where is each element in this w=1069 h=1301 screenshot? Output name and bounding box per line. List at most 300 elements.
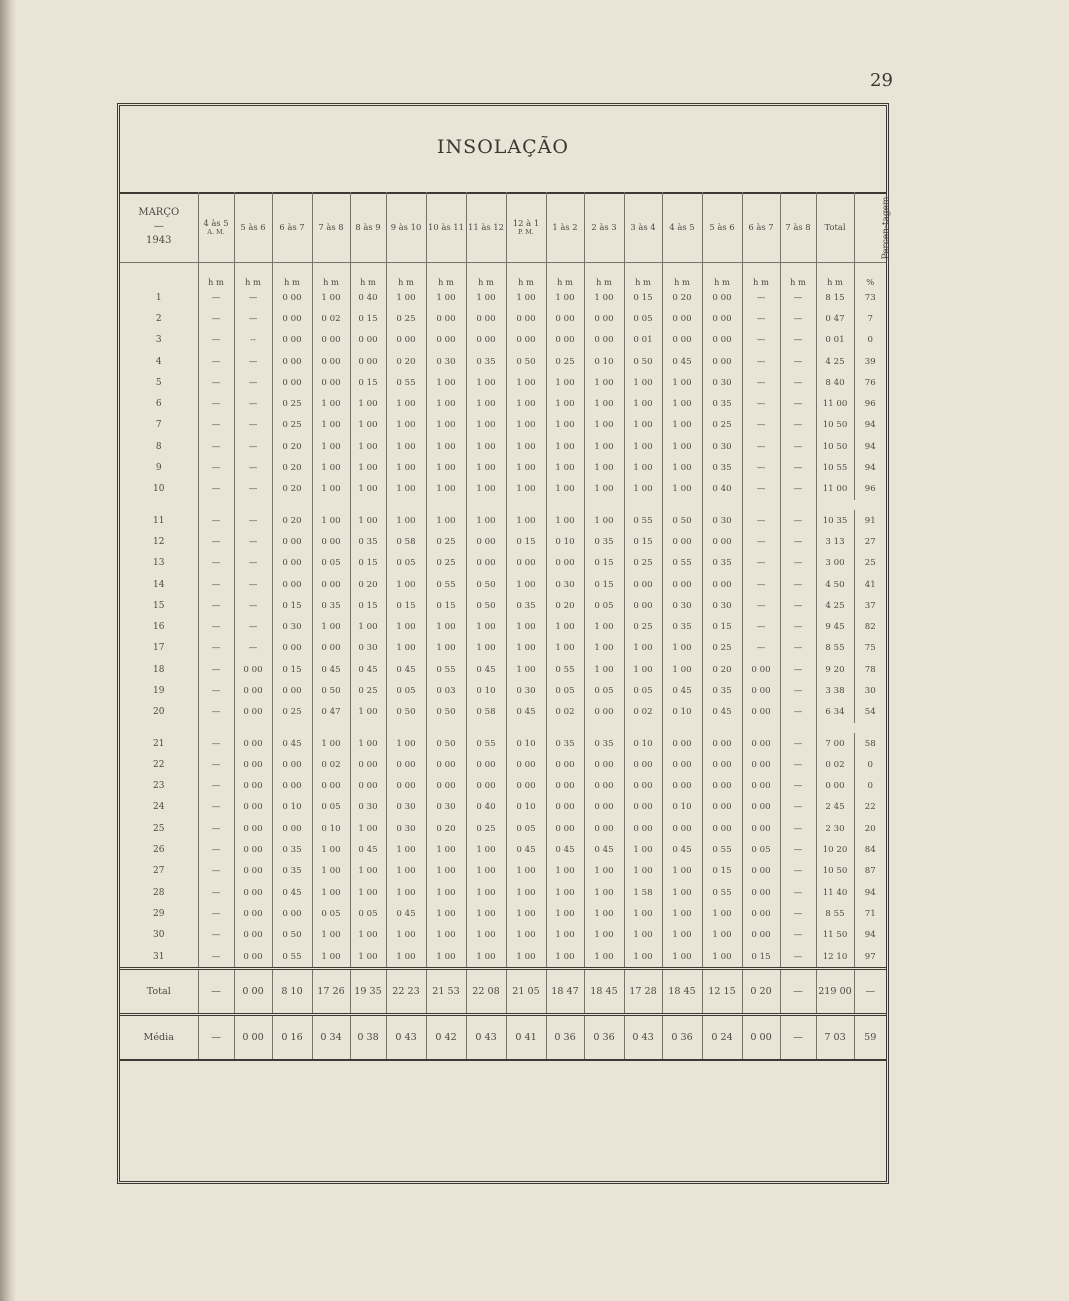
value-cell: 1 00	[350, 479, 386, 500]
value-cell: —	[780, 616, 816, 637]
column-label: 4 às 5	[669, 222, 695, 232]
value-cell: 0 35	[312, 595, 350, 616]
day-cell: 1	[155, 292, 162, 303]
percent-cell: 94	[854, 436, 886, 457]
value-cell: —	[742, 436, 780, 457]
spacer-cell	[466, 500, 506, 510]
value-cell: 0 00	[312, 330, 350, 351]
value-cell: 3 13	[816, 531, 854, 552]
value-cell: 0 05	[624, 308, 662, 329]
table-row	[120, 946, 886, 969]
value-cell: —	[198, 531, 234, 552]
total-value-cell: 22 08	[466, 969, 506, 1015]
value-cell: —	[198, 436, 234, 457]
spacer-cell	[234, 723, 272, 733]
value-cell: 0 00	[702, 733, 742, 754]
table-row	[120, 616, 886, 637]
value-cell: 0 00	[466, 531, 506, 552]
value-cell: 0 45	[662, 680, 702, 701]
value-cell: 1 00	[312, 839, 350, 860]
value-cell: 0 00	[234, 776, 272, 797]
value-cell: 0 10	[272, 797, 312, 818]
day-cell: 5	[155, 377, 162, 388]
spacer-cell	[426, 723, 466, 733]
value-cell: —	[742, 531, 780, 552]
value-cell: —	[198, 457, 234, 478]
value-cell: 0 25	[272, 393, 312, 414]
value-cell: 1 00	[466, 861, 506, 882]
column-header	[234, 192, 272, 263]
value-cell: —	[234, 393, 272, 414]
value-cell: 0 20	[386, 351, 426, 372]
value-cell: 10 20	[816, 839, 854, 860]
value-cell: 0 45	[350, 659, 386, 680]
total-value-cell: 18 45	[584, 969, 624, 1015]
value-cell: 0 00	[272, 776, 312, 797]
total-value-cell: 0 20	[742, 969, 780, 1015]
page-number: 29	[870, 70, 893, 91]
value-cell: 1 00	[426, 839, 466, 860]
value-cell: 1 00	[662, 861, 702, 882]
percent-cell: 96	[854, 393, 886, 414]
value-cell: 10 50	[816, 415, 854, 436]
value-cell: 1 00	[466, 393, 506, 414]
column-sublabel: P. M.	[518, 228, 534, 236]
value-cell: —	[198, 616, 234, 637]
value-cell: —	[198, 861, 234, 882]
value-cell: 0 00	[662, 754, 702, 775]
value-cell: —	[234, 531, 272, 552]
value-cell: 0 00	[234, 754, 272, 775]
percent-cell: 0	[854, 776, 886, 797]
value-cell: 0 00	[662, 574, 702, 595]
column-label: 5 às 6	[709, 222, 735, 232]
day-cell: 16	[153, 622, 165, 633]
value-cell: 9 45	[816, 616, 854, 637]
value-cell: —	[198, 510, 234, 531]
value-cell: 1 00	[386, 436, 426, 457]
value-cell: 1 00	[506, 436, 546, 457]
percent-cell: 94	[854, 882, 886, 903]
value-cell: 1 00	[624, 479, 662, 500]
units-empty	[120, 263, 198, 288]
value-cell: 0 02	[312, 308, 350, 329]
value-cell: 0 00	[466, 776, 506, 797]
value-cell: 0 00	[272, 531, 312, 552]
value-cell: 0 00	[272, 553, 312, 574]
day-cell: 26	[153, 845, 165, 856]
value-cell: —	[198, 351, 234, 372]
column-label: 12 à 1	[512, 218, 540, 228]
value-cell: 0 45	[506, 702, 546, 723]
value-cell: —	[198, 754, 234, 775]
value-cell: 12 10	[816, 946, 854, 969]
total-value-cell: 18 47	[546, 969, 584, 1015]
value-cell: 1 00	[466, 287, 506, 308]
value-cell: 0 00	[702, 351, 742, 372]
value-cell: 0 10	[506, 733, 546, 754]
value-cell: 0 00	[272, 574, 312, 595]
value-cell: 0 10	[312, 818, 350, 839]
value-cell: 10 55	[816, 457, 854, 478]
total-value-cell: 219 00	[816, 969, 854, 1015]
value-cell: 0 55	[386, 372, 426, 393]
value-cell: 0 05	[584, 595, 624, 616]
spacer-cell	[702, 500, 742, 510]
percent-cell: 82	[854, 616, 886, 637]
value-cell: —	[742, 510, 780, 531]
column-label: 2 às 3	[591, 222, 617, 232]
value-cell: 1 00	[546, 372, 584, 393]
value-cell: 0 00	[350, 754, 386, 775]
value-cell: 1 00	[312, 415, 350, 436]
value-cell: 0 50	[272, 925, 312, 946]
column-header	[350, 192, 386, 263]
value-cell: 0 15	[350, 595, 386, 616]
value-cell: 0 00	[546, 776, 584, 797]
value-cell: —	[780, 680, 816, 701]
table-row	[120, 372, 886, 393]
value-cell: 1 00	[386, 882, 426, 903]
value-cell: —	[234, 479, 272, 500]
value-cell: 0 45	[272, 733, 312, 754]
day-cell: 27	[153, 866, 165, 877]
column-label: 11 às 12	[468, 222, 504, 232]
media-value-cell: 0 42	[426, 1015, 466, 1061]
value-cell: 1 00	[312, 925, 350, 946]
value-cell: 0 00	[386, 330, 426, 351]
value-cell: 0 00	[272, 638, 312, 659]
value-cell: —	[234, 574, 272, 595]
value-cell: 1 00	[466, 638, 506, 659]
media-value-cell: —	[198, 1015, 234, 1061]
value-cell: 0 01	[624, 330, 662, 351]
value-cell: 1 00	[426, 457, 466, 478]
value-cell: 0 15	[702, 616, 742, 637]
unit-hm: h m	[546, 263, 584, 288]
value-cell: 0 15	[272, 595, 312, 616]
insolation-table	[120, 192, 892, 1061]
value-cell: 1 00	[584, 436, 624, 457]
value-cell: 6 34	[816, 702, 854, 723]
value-cell: 0 25	[624, 553, 662, 574]
total-value-cell: 19 35	[350, 969, 386, 1015]
value-cell: —	[742, 479, 780, 500]
media-value-cell: 0 24	[702, 1015, 742, 1061]
value-cell: 1 00	[350, 946, 386, 969]
value-cell: 1 00	[584, 638, 624, 659]
table-row	[120, 797, 886, 818]
value-cell: —	[198, 903, 234, 924]
table-row	[120, 882, 886, 903]
day-cell: 9	[155, 463, 162, 474]
value-cell: 1 00	[546, 436, 584, 457]
percent-cell: 75	[854, 638, 886, 659]
value-cell: 0 00	[234, 882, 272, 903]
value-cell: 1 00	[426, 510, 466, 531]
unit-hm: h m	[816, 263, 854, 288]
value-cell: 1 00	[624, 903, 662, 924]
percent-cell: 87	[854, 861, 886, 882]
percent-cell: 27	[854, 531, 886, 552]
value-cell: —	[234, 616, 272, 637]
total-row	[120, 969, 886, 1015]
value-cell: —	[742, 595, 780, 616]
value-cell: 0 30	[426, 797, 466, 818]
month-dash: —	[153, 221, 164, 232]
value-cell: 0 00	[506, 308, 546, 329]
value-cell: 0 00	[506, 754, 546, 775]
spacer-cell	[350, 723, 386, 733]
total-value-cell: 17 28	[624, 969, 662, 1015]
percent-cell: 73	[854, 287, 886, 308]
value-cell: —	[198, 776, 234, 797]
value-cell: —	[198, 479, 234, 500]
value-cell: —	[198, 797, 234, 818]
value-cell: 1 00	[426, 616, 466, 637]
value-cell: 1 00	[426, 925, 466, 946]
value-cell: 1 00	[386, 638, 426, 659]
value-cell: 0 40	[350, 287, 386, 308]
value-cell: 1 00	[466, 372, 506, 393]
value-cell: 0 55	[426, 574, 466, 595]
value-cell: 1 00	[386, 861, 426, 882]
value-cell: 1 00	[624, 638, 662, 659]
total-value-cell: 8 10	[272, 969, 312, 1015]
table-row	[120, 330, 886, 351]
value-cell: —	[742, 393, 780, 414]
percent-cell: 41	[854, 574, 886, 595]
value-cell: 1 00	[662, 903, 702, 924]
spacer-cell	[702, 723, 742, 733]
total-label: Total	[146, 986, 171, 998]
value-cell: 1 00	[662, 479, 702, 500]
value-cell: 1 00	[466, 479, 506, 500]
percent-cell: 96	[854, 479, 886, 500]
day-cell: 15	[153, 600, 165, 611]
value-cell: 0 00	[350, 776, 386, 797]
value-cell: 4 25	[816, 351, 854, 372]
table-row	[120, 839, 886, 860]
unit-hm: h m	[350, 263, 386, 288]
value-cell: 0 50	[312, 680, 350, 701]
value-cell: 0 00	[702, 308, 742, 329]
value-cell: 1 00	[624, 372, 662, 393]
value-cell: 0 10	[466, 680, 506, 701]
column-sublabel: A. M.	[207, 228, 225, 236]
value-cell: 0 47	[816, 308, 854, 329]
day-cell: 2	[155, 313, 162, 324]
value-cell: —	[234, 415, 272, 436]
media-value-cell: 0 36	[546, 1015, 584, 1061]
value-cell: 1 00	[426, 372, 466, 393]
value-cell: 0 25	[426, 531, 466, 552]
column-header	[662, 192, 702, 263]
value-cell: 0 35	[350, 531, 386, 552]
value-cell: —	[198, 393, 234, 414]
value-cell: 1 00	[506, 510, 546, 531]
value-cell: 0 00	[234, 733, 272, 754]
value-cell: 0 35	[546, 733, 584, 754]
value-cell: 1 00	[350, 702, 386, 723]
spacer-cell	[624, 500, 662, 510]
value-cell: 1 00	[506, 457, 546, 478]
column-header	[312, 192, 350, 263]
value-cell: 0 40	[466, 797, 506, 818]
value-cell: 0 00	[506, 330, 546, 351]
value-cell: 1 00	[466, 415, 506, 436]
percent-cell: 94	[854, 925, 886, 946]
unit-percent: %	[854, 263, 886, 288]
value-cell: 1 00	[662, 882, 702, 903]
value-cell: 0 05	[312, 553, 350, 574]
month-name: MARÇO	[138, 207, 180, 218]
value-cell: 0 00	[466, 330, 506, 351]
value-cell: 0 00	[584, 754, 624, 775]
value-cell: 0 00	[272, 372, 312, 393]
value-cell: 0 02	[624, 702, 662, 723]
value-cell: 0 05	[350, 903, 386, 924]
value-cell: 0 45	[662, 351, 702, 372]
value-cell: 1 00	[426, 882, 466, 903]
value-cell: 1 00	[546, 925, 584, 946]
spacer-cell	[272, 723, 312, 733]
value-cell: 1 00	[662, 638, 702, 659]
value-cell: 0 00	[272, 308, 312, 329]
spacer-cell	[816, 500, 854, 510]
value-cell: 0 00	[426, 330, 466, 351]
value-cell: 0 30	[426, 351, 466, 372]
table-body	[120, 263, 886, 1061]
value-cell: —	[742, 616, 780, 637]
value-cell: 0 00	[466, 553, 506, 574]
value-cell: 0 05	[584, 680, 624, 701]
value-cell: 1 00	[386, 839, 426, 860]
value-cell: 0 40	[702, 479, 742, 500]
spacer-cell	[272, 500, 312, 510]
value-cell: 1 00	[312, 882, 350, 903]
value-cell: 1 00	[506, 415, 546, 436]
media-value-cell: 0 38	[350, 1015, 386, 1061]
column-header	[466, 192, 506, 263]
value-cell: 0 15	[426, 595, 466, 616]
value-cell: —	[742, 457, 780, 478]
media-value-cell: 7 03	[816, 1015, 854, 1061]
value-cell: 0 30	[506, 680, 546, 701]
table-row	[120, 925, 886, 946]
value-cell: 8 55	[816, 903, 854, 924]
value-cell: 0 00	[624, 595, 662, 616]
value-cell: —	[198, 702, 234, 723]
value-cell: 1 00	[662, 659, 702, 680]
day-cell: 4	[155, 356, 162, 367]
value-cell: 1 00	[546, 903, 584, 924]
column-label: 6 às 7	[279, 222, 305, 232]
value-cell: 0 00	[624, 797, 662, 818]
column-header	[780, 192, 816, 263]
day-cell: 21	[153, 738, 165, 749]
value-cell: 1 00	[624, 393, 662, 414]
value-cell: 0 00	[234, 861, 272, 882]
value-cell: 1 00	[312, 616, 350, 637]
value-cell: 0 45	[662, 839, 702, 860]
value-cell: 0 00	[742, 733, 780, 754]
table-row	[120, 776, 886, 797]
spacer-cell	[350, 500, 386, 510]
spacer-cell	[662, 723, 702, 733]
value-cell: 1 00	[350, 393, 386, 414]
value-cell: 0 03	[426, 680, 466, 701]
column-label: Total	[824, 222, 846, 232]
value-cell: —	[742, 351, 780, 372]
value-cell: —	[742, 308, 780, 329]
table-row	[120, 903, 886, 924]
value-cell: 0 50	[624, 351, 662, 372]
value-cell: 0 30	[702, 595, 742, 616]
value-cell: 11 00	[816, 393, 854, 414]
value-cell: 0 00	[272, 818, 312, 839]
value-cell: 1 00	[426, 415, 466, 436]
value-cell: —	[780, 861, 816, 882]
value-cell: 1 00	[546, 510, 584, 531]
value-cell: 0 45	[506, 839, 546, 860]
value-cell: 7 00	[816, 733, 854, 754]
value-cell: 0 30	[546, 574, 584, 595]
value-cell: 0 00	[584, 776, 624, 797]
value-cell: 0 35	[702, 680, 742, 701]
value-cell: 2 30	[816, 818, 854, 839]
value-cell: 0 00	[742, 776, 780, 797]
value-cell: 0 05	[386, 680, 426, 701]
day-cell: 18	[153, 664, 165, 675]
percent-cell: 25	[854, 553, 886, 574]
value-cell: 1 00	[546, 287, 584, 308]
value-cell: 0 00	[702, 330, 742, 351]
value-cell: 0 00	[234, 659, 272, 680]
value-cell: 1 00	[584, 946, 624, 969]
value-cell: —	[234, 372, 272, 393]
value-cell: 0 00	[816, 776, 854, 797]
unit-hm: h m	[624, 263, 662, 288]
value-cell: 1 00	[506, 659, 546, 680]
value-cell: 0 02	[816, 754, 854, 775]
table-row	[120, 553, 886, 574]
value-cell: 0 00	[312, 372, 350, 393]
value-cell: 1 00	[584, 861, 624, 882]
value-cell: —	[234, 436, 272, 457]
unit-hm: h m	[584, 263, 624, 288]
value-cell: 0 02	[546, 702, 584, 723]
table-row	[120, 638, 886, 659]
table-row	[120, 531, 886, 552]
value-cell: 0 00	[272, 754, 312, 775]
value-cell: 1 00	[312, 733, 350, 754]
value-cell: 0 35	[702, 393, 742, 414]
percent-cell: 39	[854, 351, 886, 372]
value-cell: 1 00	[662, 393, 702, 414]
value-cell: 0 00	[742, 925, 780, 946]
column-header	[742, 192, 780, 263]
value-cell: 1 00	[350, 436, 386, 457]
total-value-cell: 21 05	[506, 969, 546, 1015]
value-cell: 0 00	[662, 531, 702, 552]
value-cell: 0 10	[546, 531, 584, 552]
month-header	[120, 192, 198, 263]
value-cell: 0 05	[506, 818, 546, 839]
value-cell: 0 55	[466, 733, 506, 754]
media-value-cell: 0 36	[662, 1015, 702, 1061]
value-cell: —	[198, 330, 234, 351]
